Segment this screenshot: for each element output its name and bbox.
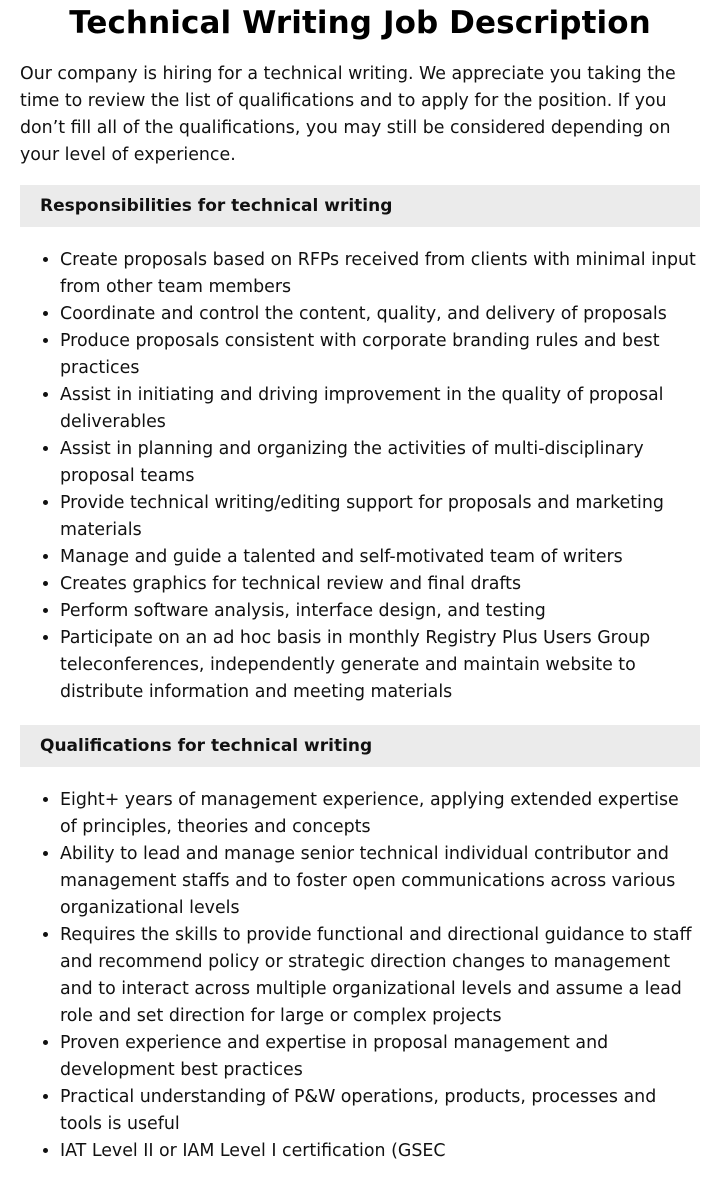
list-item: • IAT Level II or IAM Level I certification (GSEC — [60, 1138, 700, 1165]
list-item: • Perform software analysis, interface design, and testing — [60, 598, 700, 625]
list-item: • Proven experience and expertise in proposal management and development best practices — [60, 1030, 700, 1084]
list-item: • Practical understanding of P&W operations, products, processes and tools is useful — [60, 1084, 700, 1138]
list-item: • Assist in planning and organizing the activities of multi-disciplinary proposal teams — [60, 436, 700, 490]
list-item: • Assist in initiating and driving improvement in the quality of proposal deliverables — [60, 382, 700, 436]
page-title: Technical Writing Job Description — [69, 5, 651, 41]
qualifications-heading: Qualifications for technical writing — [20, 725, 700, 767]
list-item: • Produce proposals consistent with corporate branding rules and best practices — [60, 328, 700, 382]
list-item: • Eight+ years of management experience, applying extended expertise of principles, theories and concepts — [60, 787, 700, 841]
responsibilities-list — [20, 247, 700, 706]
list-item: • Creates graphics for technical review and final drafts — [60, 571, 700, 598]
responsibilities-heading: Responsibilities for technical writing — [20, 185, 700, 227]
list-item: • Requires the skills to provide functional and directional guidance to staff and recommend policy or strategic direction changes to management and to interact across multiple organizational levels and assume a lead role and set direction for large or complex projects — [60, 922, 700, 1030]
list-item: • Manage and guide a talented and self-motivated team of writers — [60, 544, 700, 571]
list-item: • Ability to lead and manage senior technical individual contributor and management staffs and to foster open communications across various organizational levels — [60, 841, 700, 922]
qualifications-list — [20, 787, 700, 1165]
intro-paragraph: Our company is hiring for a technical writing. We appreciate you taking the time to review the list of qualifications and to apply for the position. If you don’t fill all of the qualifications, you may still be considered depending on your level of experience. — [20, 64, 676, 165]
list-item: • Create proposals based on RFPs received from clients with minimal input from other team members — [60, 247, 700, 301]
list-item: • Coordinate and control the content, quality, and delivery of proposals — [60, 301, 700, 328]
list-item: • Participate on an ad hoc basis in monthly Registry Plus Users Group teleconferences, independently generate and maintain website to distribute information and meeting materials — [60, 625, 700, 706]
qualifications-section — [20, 725, 700, 1165]
responsibilities-section — [20, 185, 700, 706]
list-item: • Provide technical writing/editing support for proposals and marketing materials — [60, 490, 700, 544]
